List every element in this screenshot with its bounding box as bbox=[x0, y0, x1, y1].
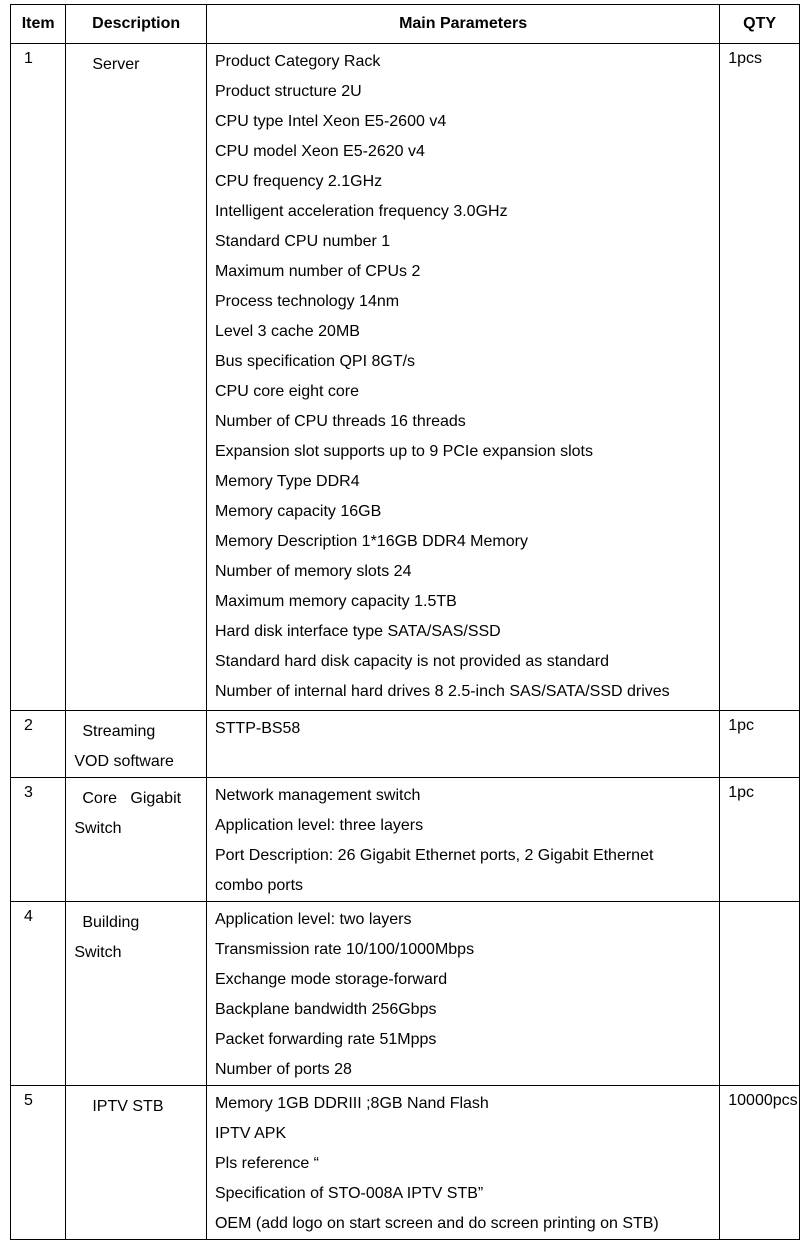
description-line: Streaming bbox=[82, 723, 156, 740]
item-number: 4 bbox=[11, 902, 66, 1086]
description-line: Switch bbox=[74, 820, 122, 837]
item-qty: 1pc bbox=[720, 711, 800, 778]
item-parameters bbox=[206, 711, 719, 778]
table-row bbox=[11, 902, 800, 1086]
param-line: IPTV APK bbox=[214, 1125, 287, 1142]
item-description bbox=[66, 778, 207, 902]
equipment-table bbox=[10, 4, 800, 1240]
param-line: Level 3 cache 20MB bbox=[214, 323, 360, 340]
param-line: combo ports bbox=[214, 877, 304, 894]
param-line: CPU type Intel Xeon E5-2600 v4 bbox=[214, 113, 447, 130]
param-line: STTP-BS58 bbox=[214, 720, 301, 737]
param-line: Memory capacity 16GB bbox=[214, 503, 382, 520]
item-qty: 10000pcs bbox=[720, 1086, 800, 1240]
param-line: Packet forwarding rate 51Mpps bbox=[214, 1031, 437, 1048]
header-main-parameters: Main Parameters bbox=[206, 5, 719, 44]
param-line: Number of internal hard drives 8 2.5-inch SAS/SATA/SSD drives bbox=[214, 683, 670, 700]
table-row bbox=[11, 778, 800, 902]
item-number: 5 bbox=[11, 1086, 66, 1240]
param-line: Network management switch bbox=[214, 787, 421, 804]
param-line: Maximum number of CPUs 2 bbox=[214, 263, 421, 280]
description-line: Building bbox=[82, 914, 140, 931]
param-line: Standard CPU number 1 bbox=[214, 233, 391, 250]
param-line: Bus specification QPI 8GT/s bbox=[214, 353, 416, 370]
description-line: Core Gigabit bbox=[82, 790, 182, 807]
param-line: Product structure 2U bbox=[214, 83, 362, 100]
param-line: Expansion slot supports up to 9 PCIe expansion slots bbox=[214, 443, 593, 460]
param-line: Application level: two layers bbox=[214, 911, 412, 928]
param-line: CPU model Xeon E5-2620 v4 bbox=[214, 143, 425, 160]
param-line: Memory Description 1*16GB DDR4 Memory bbox=[214, 533, 528, 550]
param-line: Process technology 14nm bbox=[214, 293, 400, 310]
description-line: Switch bbox=[74, 944, 122, 961]
table-row bbox=[11, 711, 800, 778]
item-parameters bbox=[206, 1086, 719, 1240]
param-line: Memory 1GB DDRIII ;8GB Nand Flash bbox=[214, 1095, 489, 1112]
param-line: Number of memory slots 24 bbox=[214, 563, 412, 580]
item-parameters bbox=[206, 902, 719, 1086]
param-line: Port Description: 26 Gigabit Ethernet ports, 2 Gigabit Ethernet bbox=[214, 847, 654, 864]
description-line: VOD software bbox=[74, 753, 174, 770]
param-line: Intelligent acceleration frequency 3.0GHz bbox=[214, 203, 508, 220]
param-line: Application level: three layers bbox=[214, 817, 424, 834]
param-line: Number of CPU threads 16 threads bbox=[214, 413, 466, 430]
table-row bbox=[11, 44, 800, 711]
param-line: Number of ports 28 bbox=[214, 1061, 352, 1078]
param-line: Transmission rate 10/100/1000Mbps bbox=[214, 941, 475, 958]
item-number: 2 bbox=[11, 711, 66, 778]
param-line: Specification of STO-008A IPTV STB” bbox=[214, 1185, 484, 1202]
item-number: 1 bbox=[11, 44, 66, 711]
item-parameters bbox=[206, 44, 719, 711]
item-qty: 1pc bbox=[720, 778, 800, 902]
header-item: Item bbox=[11, 5, 66, 44]
param-line: Standard hard disk capacity is not provided as standard bbox=[214, 653, 609, 670]
header-qty: QTY bbox=[720, 5, 800, 44]
item-parameters bbox=[206, 778, 719, 902]
param-line: Backplane bandwidth 256Gbps bbox=[214, 1001, 437, 1018]
item-description: IPTV STB bbox=[66, 1086, 207, 1240]
table-row bbox=[11, 1086, 800, 1240]
param-line: Maximum memory capacity 1.5TB bbox=[214, 593, 457, 610]
item-description bbox=[66, 711, 207, 778]
param-line: CPU core eight core bbox=[214, 383, 360, 400]
param-line: Pls reference “ bbox=[214, 1155, 320, 1172]
param-line: Exchange mode storage-forward bbox=[214, 971, 448, 988]
param-line: OEM (add logo on start screen and do screen printing on STB) bbox=[214, 1215, 659, 1232]
param-line: Product Category Rack bbox=[214, 53, 381, 70]
param-line: Memory Type DDR4 bbox=[214, 473, 360, 490]
item-number: 3 bbox=[11, 778, 66, 902]
param-line: CPU frequency 2.1GHz bbox=[214, 173, 383, 190]
item-qty bbox=[720, 902, 800, 1086]
item-description bbox=[66, 902, 207, 1086]
item-description: Server bbox=[66, 44, 207, 711]
header-description: Description bbox=[66, 5, 207, 44]
param-line: Hard disk interface type SATA/SAS/SSD bbox=[214, 623, 501, 640]
item-qty: 1pcs bbox=[720, 44, 800, 711]
table-header-row bbox=[11, 5, 800, 44]
